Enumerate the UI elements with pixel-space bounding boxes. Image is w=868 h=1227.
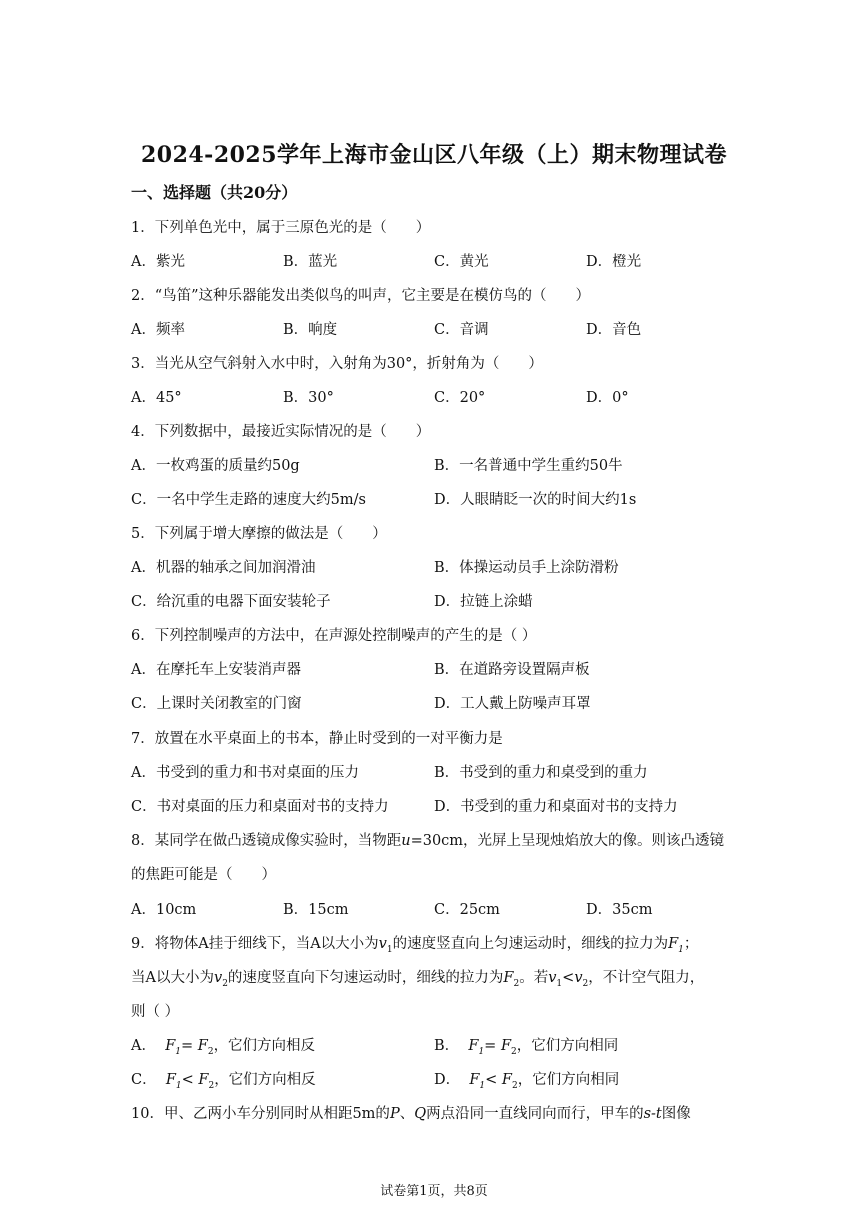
q2-option-a: A．频率 [131,322,185,338]
question-9-line-1: 9．将物体A挂于细线下，当A以大小为$v_1$的速度竖直向上匀速运动时，细线的拉力为$F_1$； [131,936,699,955]
q7-option-a: A．书受到的重力和书对桌面的压力 [131,765,359,781]
q10-text: 图像 [661,1106,691,1122]
q3-option-c: C．20° [434,390,486,406]
q5-option-a: A．机器的轴承之间加润滑油 [131,560,316,576]
q9-text: 的速度竖直向下匀速运动时，细线的拉力为 [227,970,504,986]
question-3-stem: 3．当光从空气斜射入水中时，入射角为30°，折射角为（ ） [131,356,543,372]
q9-option-text: ，它们方向相反 [214,1072,316,1088]
q10-separator: 、 [399,1106,415,1122]
question-4-stem: 4．下列数据中，最接近实际情况的是（ ） [131,424,431,440]
q9-text: 的速度竖直向上匀速运动时，细线的拉力为 [392,936,669,952]
q9-label: B． [434,1038,460,1054]
q4-option-a: A．一枚鸡蛋的质量约50g [131,458,300,474]
q4-option-b: B．一名普通中学生重约50牛 [434,458,623,474]
q7-option-c: C．书对桌面的压力和桌面对书的支持力 [131,799,389,815]
q9-option-b: B． $F_1= F_2$，它们方向相同 [434,1038,619,1057]
page-footer: 试卷第1页，共8页 [380,1184,488,1199]
q6-option-c: C．上课时关闭教室的门窗 [131,696,302,712]
q7-option-d: D．书受到的重力和桌面对书的支持力 [434,799,678,815]
q9-text: ，不计空气阻力， [588,970,705,986]
question-9-line-2: 当A以大小为$v_2$的速度竖直向下匀速运动时，细线的拉力为$F_2$。若$v_1<v_2$，不计空气阻力， [131,970,705,989]
q9-option-text: ，它们方向相反 [213,1038,316,1054]
q1-option-b: B．蓝光 [283,254,338,270]
q6-option-b: B．在道路旁设置隔声板 [434,662,590,678]
variable-u: u [401,833,411,849]
q9-label: A． [131,1038,156,1054]
q9-option-a: A． $F_1= F_2$，它们方向相反 [131,1038,316,1057]
question-8-stem-cont: 的焦距可能是（ ） [131,867,276,883]
q10-text: 10．甲、乙两小车分别同时从相距5m的 [131,1106,390,1122]
q8-option-c: C．25cm [434,902,500,918]
question-6-stem: 6．下列控制噪声的方法中，在声源处控制噪声的产生的是（ ） [131,628,537,644]
question-10-line-1 [131,1102,691,1123]
q2-option-c: C．音调 [434,322,489,338]
q8-stem-text-2: =30cm，光屏上呈现烛焰放大的像。则该凸透镜 [410,833,725,849]
q9-text: 当A以大小为 [131,970,214,986]
q3-option-b: B．30° [283,390,334,406]
q3-option-a: A．45° [131,390,182,406]
q9-text: 。若 [519,970,549,986]
q9-text: 9．将物体A挂于细线下，当A以大小为 [131,936,379,952]
q8-option-d: D．35cm [586,902,653,918]
question-8-stem [131,829,724,850]
q6-option-d: D．工人戴上防噪声耳罩 [434,696,591,712]
q3-option-d: D．0° [586,390,629,406]
q10-text: 两点沿同一直线同向而行，甲车的 [426,1106,644,1122]
q9-option-c: C． $F_1< F_2$，它们方向相反 [131,1072,316,1091]
section-heading: 一、选择题（共20分） [131,183,298,202]
q1-option-c: C．黄光 [434,254,489,270]
question-7-stem: 7．放置在水平桌面上的书本，静止时受到的一对平衡力是 [131,731,503,747]
q9-label: C． [131,1072,157,1088]
q8-option-a: A．10cm [131,902,197,918]
q8-stem-text: 8．某同学在做凸透镜成像实验时，当物距 [131,833,402,849]
question-2-stem: 2．“鸟笛”这种乐器能发出类似鸟的叫声，它主要是在模仿鸟的（ ） [131,288,591,304]
q7-option-b: B．书受到的重力和桌受到的重力 [434,765,648,781]
q9-option-text: ，它们方向相同 [516,1038,619,1054]
q4-option-c: C．一名中学生走路的速度大约5m/s [131,492,366,508]
q9-label: D． [434,1072,461,1088]
question-1-stem: 1．下列单色光中，属于三原色光的是（ ） [131,220,431,236]
q2-option-b: B．响度 [283,322,338,338]
q8-option-b: B．15cm [283,902,349,918]
page-title: 2024-2025学年上海市金山区八年级（上）期末物理试卷 [140,142,728,168]
q9-option-text: ，它们方向相同 [517,1072,620,1088]
point-q: Q [414,1106,427,1122]
q9-option-d: D． $F_1< F_2$，它们方向相同 [434,1072,620,1091]
q6-option-a: A．在摩托车上安装消声器 [131,662,301,678]
question-9-line-3: 则（ ） [131,1004,180,1020]
st-graph-label: s-t [643,1106,662,1122]
question-5-stem: 5．下列属于增大摩擦的做法是（ ） [131,526,387,542]
q5-option-c: C．给沉重的电器下面安装轮子 [131,594,331,610]
q1-option-d: D．橙光 [586,254,642,270]
q4-option-d: D．人眼睛眨一次的时间大约1s [434,492,637,508]
point-p: P [389,1106,400,1122]
q5-option-b: B．体操运动员手上涂防滑粉 [434,560,619,576]
q2-option-d: D．音色 [586,322,642,338]
q5-option-d: D．拉链上涂蜡 [434,594,533,610]
q1-option-a: A．紫光 [131,254,185,270]
